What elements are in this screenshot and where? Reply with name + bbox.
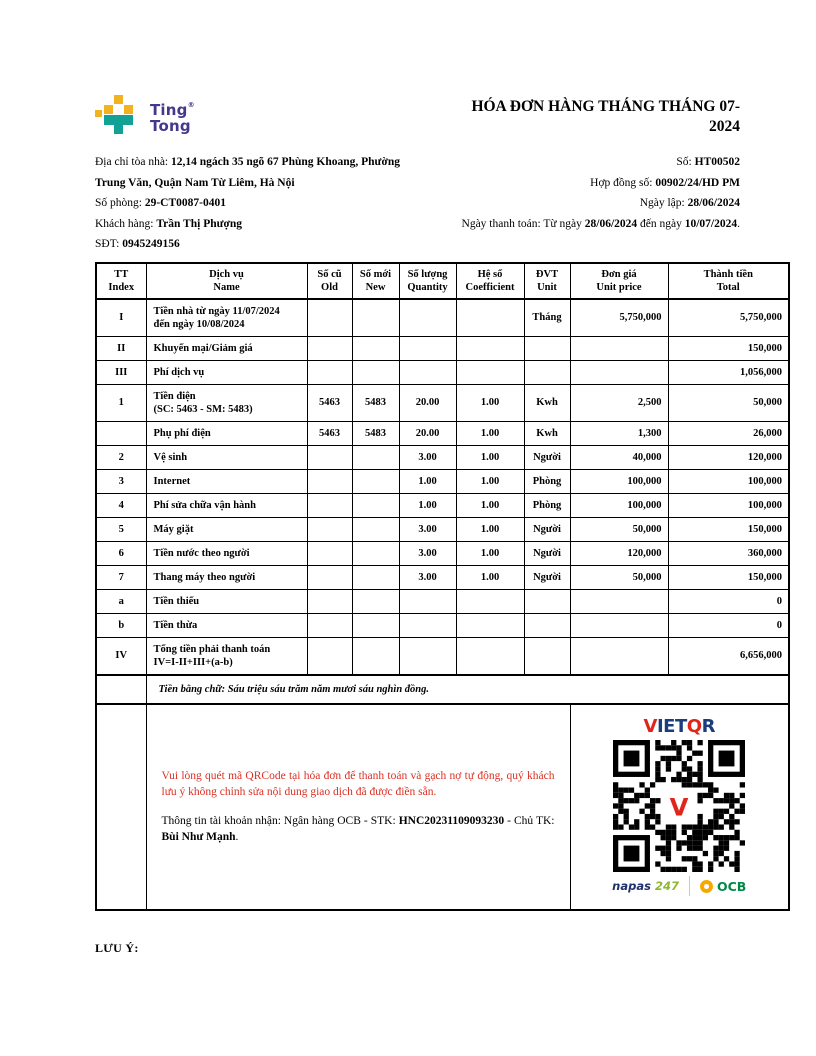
contract-value: 00902/24/HD PM: [655, 176, 740, 189]
cell-service-name: [146, 469, 307, 493]
invoice-title-line2: 2024: [709, 117, 740, 135]
cell-quantity: [399, 613, 456, 637]
account-info-text: [162, 813, 555, 846]
cell-old-reading: [307, 517, 352, 541]
brand-line2: Tong: [150, 116, 191, 135]
cell-new-reading: [352, 517, 399, 541]
table-row: [96, 360, 789, 384]
customer-phone: [95, 234, 451, 255]
cell-unit: [524, 360, 570, 384]
building-address: [95, 152, 451, 193]
contract-number: [451, 173, 740, 194]
cell-unit-price: [570, 589, 668, 613]
cell-service-name: [146, 517, 307, 541]
issue-date-label: Ngày lập:: [639, 197, 688, 210]
cell-unit-price: 120,000: [570, 541, 668, 565]
cell-unit: Phòng: [524, 469, 570, 493]
service-name-line1: Phụ phí điện: [153, 427, 211, 439]
phone-value: 0945249156: [122, 238, 180, 251]
cell-quantity: [399, 336, 456, 360]
cell-new-reading: [352, 637, 399, 675]
cell-coefficient: [456, 589, 524, 613]
qr-code: [613, 740, 745, 872]
cell-unit: Tháng: [524, 299, 570, 337]
room-number: [95, 193, 451, 214]
vietqr-v: V: [643, 716, 657, 738]
cell-unit: Kwh: [524, 384, 570, 421]
cell-quantity: 3.00: [399, 541, 456, 565]
service-name-line1: Thang máy theo người: [153, 571, 256, 583]
invoice-title: [440, 97, 788, 136]
column-header-vi: TT: [114, 268, 129, 280]
cell-index: 6: [96, 541, 146, 565]
cell-service-name: [146, 445, 307, 469]
cell-old-reading: 5463: [307, 421, 352, 445]
footer-note-label: LƯU Ý:: [95, 940, 139, 955]
cell-unit-price: 1,300: [570, 421, 668, 445]
cell-quantity: [399, 299, 456, 337]
payment-from-date: 28/06/2024: [584, 217, 638, 230]
column-header: [456, 263, 524, 299]
cell-quantity: 1.00: [399, 469, 456, 493]
cell-coefficient: [456, 299, 524, 337]
cell-old-reading: [307, 469, 352, 493]
customer-name: [95, 214, 451, 235]
column-header-en: New: [365, 281, 386, 293]
column-header: [352, 263, 399, 299]
cell-service-name: [146, 565, 307, 589]
cell-old-reading: [307, 299, 352, 337]
service-name-line1: Phí dịch vụ: [153, 366, 205, 378]
tingtong-logo: [95, 95, 195, 135]
column-header-vi: Số lượng: [407, 268, 448, 280]
table-row: [96, 384, 789, 421]
table-row: [96, 299, 789, 337]
room-value: 29-CT0087-0401: [144, 197, 226, 210]
service-name-line1: Internet: [153, 475, 191, 487]
tingtong-logo-icon: [95, 95, 141, 135]
cell-old-reading: [307, 493, 352, 517]
cell-old-reading: [307, 637, 352, 675]
amount-in-words-label: Tiền bằng chữ:: [158, 683, 228, 695]
cell-unit-price: [570, 336, 668, 360]
column-header-en: Unit: [537, 281, 557, 293]
cell-unit-price: [570, 637, 668, 675]
cell-total: 150,000: [668, 336, 789, 360]
napas-247-logo: [612, 880, 679, 893]
info-left-column: [95, 152, 451, 255]
cell-unit-price: [570, 360, 668, 384]
column-header: [96, 263, 146, 299]
column-header: [668, 263, 789, 299]
cell-quantity: 1.00: [399, 493, 456, 517]
table-row: [96, 421, 789, 445]
cell-unit: Người: [524, 565, 570, 589]
invoice-number-label: Số:: [676, 156, 695, 168]
address-value-line2: Trung Văn, Quận Nam Từ Liêm, Hà Nội: [95, 176, 295, 189]
cell-total: 150,000: [668, 517, 789, 541]
cell-empty: [96, 704, 146, 910]
qr-code-block: [570, 704, 789, 910]
column-header-vi: Hệ số: [477, 268, 503, 280]
table-row: [96, 637, 789, 675]
service-name-line1: Tiền điện: [153, 390, 196, 402]
cell-index: 3: [96, 469, 146, 493]
cell-quantity: 20.00: [399, 421, 456, 445]
service-name-line2: (SC: 5463 - SM: 5483): [153, 403, 253, 415]
column-header-vi: Số mới: [359, 268, 392, 280]
cell-coefficient: [456, 613, 524, 637]
cell-coefficient: 1.00: [456, 469, 524, 493]
cell-unit: Người: [524, 445, 570, 469]
cell-coefficient: 1.00: [456, 541, 524, 565]
service-name-line1: Vệ sinh: [153, 451, 188, 463]
amount-in-words-value: Sáu triệu sáu trăm năm mươi sáu nghìn đồng.: [227, 683, 429, 695]
cell-total: 100,000: [668, 493, 789, 517]
cell-service-name: [146, 360, 307, 384]
ocb-logo: [700, 880, 746, 893]
cell-unit-price: 40,000: [570, 445, 668, 469]
column-header-en: Index: [108, 281, 135, 293]
cell-new-reading: [352, 613, 399, 637]
service-name-line1: Tiền thiếu: [153, 595, 200, 607]
table-row: [96, 589, 789, 613]
amount-in-words-cell: [146, 675, 789, 704]
payment-mid-label: đến ngày: [637, 217, 685, 230]
cell-service-name: [146, 613, 307, 637]
ocb-icon: [700, 880, 713, 893]
account-label: Thông tin tài khoản nhận: Ngân hàng OCB - STK:: [161, 814, 399, 827]
cell-total: 100,000: [668, 469, 789, 493]
payment-to-date: 10/07/2024: [684, 217, 738, 230]
column-header-vi: Số cũ: [317, 268, 342, 280]
brand-line1: Ting: [150, 101, 188, 119]
cell-empty: [96, 675, 146, 704]
cell-coefficient: [456, 360, 524, 384]
cell-index: 4: [96, 493, 146, 517]
vietqr-q: Q: [686, 716, 702, 738]
cell-service-name: [146, 493, 307, 517]
cell-coefficient: 1.00: [456, 493, 524, 517]
vietqr-r: R: [701, 716, 715, 738]
cell-old-reading: 5463: [307, 384, 352, 421]
account-holder: Bùi Như Mạnh: [161, 831, 236, 844]
cell-index: 1: [96, 384, 146, 421]
column-header: [307, 263, 352, 299]
cell-total: 5,750,000: [668, 299, 789, 337]
cell-old-reading: [307, 541, 352, 565]
column-header-vi: Đơn giá: [601, 268, 637, 280]
cell-unit: Người: [524, 517, 570, 541]
cell-old-reading: [307, 613, 352, 637]
cell-quantity: 3.00: [399, 517, 456, 541]
cell-unit-price: 100,000: [570, 493, 668, 517]
cell-index: [96, 421, 146, 445]
cell-index: I: [96, 299, 146, 337]
payment-suffix: .: [737, 217, 740, 230]
cell-coefficient: 1.00: [456, 384, 524, 421]
column-header: [570, 263, 668, 299]
qr-warning-text: Vui lòng quét mã QRCode tại hóa đơn để thanh toán và gạch nợ tự động, quý khách lưu ý không chỉnh sửa nội dung giao dịch đã được điền sẵn.: [161, 769, 555, 799]
cell-total: 0: [668, 589, 789, 613]
cell-old-reading: [307, 565, 352, 589]
qr-payment-row: [96, 704, 789, 910]
cell-unit-price: 5,750,000: [570, 299, 668, 337]
cell-total: 6,656,000: [668, 637, 789, 675]
table-row: [96, 445, 789, 469]
cell-new-reading: [352, 469, 399, 493]
service-name-line1: Tiền nước theo người: [153, 547, 250, 559]
column-header: [146, 263, 307, 299]
invoice-info: [95, 152, 788, 255]
cell-quantity: [399, 637, 456, 675]
column-header-en: Total: [716, 281, 740, 293]
column-header-en: Unit price: [596, 281, 642, 293]
service-name-line1: Tiền nhà từ ngày 11/07/2024: [153, 305, 280, 317]
cell-total: 360,000: [668, 541, 789, 565]
invoice-number-value: HT00502: [694, 156, 740, 168]
account-suffix: .: [235, 831, 239, 844]
invoice-table: [95, 262, 790, 911]
cell-service-name: [146, 541, 307, 565]
cell-index: III: [96, 360, 146, 384]
issue-date: [451, 193, 740, 214]
room-label: Số phòng:: [95, 197, 145, 210]
cell-unit-price: 100,000: [570, 469, 668, 493]
cell-new-reading: [352, 565, 399, 589]
cell-quantity: [399, 589, 456, 613]
column-header: [399, 263, 456, 299]
service-name-line1: Máy giặt: [153, 523, 194, 535]
customer-label: Khách hàng:: [95, 217, 157, 230]
cell-new-reading: [352, 541, 399, 565]
column-header-vi: ĐVT: [535, 268, 559, 280]
column-header-en: Old: [321, 281, 338, 293]
registered-mark: ®: [187, 101, 195, 109]
account-mid-label: - Chủ TK:: [504, 814, 555, 827]
cell-service-name: [146, 421, 307, 445]
napas-247-text: 247: [654, 878, 679, 893]
cell-index: IV: [96, 637, 146, 675]
column-header-vi: Thành tiền: [703, 268, 753, 280]
service-name-line1: Tổng tiền phải thanh toán: [153, 643, 271, 655]
account-number: HNC20231109093230: [398, 814, 505, 827]
table-row: [96, 336, 789, 360]
partner-logos: [571, 876, 789, 896]
service-name-line2: đến ngày 10/08/2024: [153, 318, 245, 330]
cell-index: 2: [96, 445, 146, 469]
cell-old-reading: [307, 445, 352, 469]
cell-unit: Kwh: [524, 421, 570, 445]
column-header-vi: Dịch vụ: [209, 268, 244, 280]
cell-index: II: [96, 336, 146, 360]
service-name-line1: Phí sửa chữa vận hành: [153, 499, 256, 511]
cell-coefficient: [456, 336, 524, 360]
svg-text:V: V: [669, 792, 689, 822]
cell-service-name: [146, 299, 307, 337]
cell-new-reading: [352, 493, 399, 517]
cell-new-reading: [352, 299, 399, 337]
invoice-content: [95, 95, 788, 956]
address-label: Địa chỉ tòa nhà:: [95, 156, 172, 168]
phone-label: SĐT:: [95, 238, 123, 251]
cell-total: 26,000: [668, 421, 789, 445]
table-row: [96, 565, 789, 589]
cell-old-reading: [307, 336, 352, 360]
cell-quantity: 3.00: [399, 565, 456, 589]
cell-service-name: [146, 336, 307, 360]
cell-unit-price: [570, 613, 668, 637]
cell-total: 150,000: [668, 565, 789, 589]
cell-unit: [524, 589, 570, 613]
cell-coefficient: 1.00: [456, 445, 524, 469]
table-row: [96, 541, 789, 565]
payment-instructions-cell: [146, 704, 570, 910]
column-header-en: Quantity: [407, 281, 448, 293]
cell-unit: [524, 336, 570, 360]
info-right-column: [451, 152, 788, 255]
cell-service-name: [146, 589, 307, 613]
payment-label: Ngày thanh toán: Từ ngày: [461, 217, 585, 230]
service-name-line1: Tiền thừa: [153, 619, 198, 631]
cell-total: 1,056,000: [668, 360, 789, 384]
cell-index: 5: [96, 517, 146, 541]
cell-total: 0: [668, 613, 789, 637]
cell-unit: [524, 613, 570, 637]
cell-new-reading: 5483: [352, 421, 399, 445]
cell-unit-price: 2,500: [570, 384, 668, 421]
invoice-header: [95, 95, 788, 141]
cell-new-reading: 5483: [352, 384, 399, 421]
cell-index: a: [96, 589, 146, 613]
address-value-line1: 12,14 ngách 35 ngõ 67 Phùng Khoang, Phường: [171, 156, 400, 168]
cell-index: b: [96, 613, 146, 637]
table-header-row: [96, 263, 789, 299]
ocb-text: OCB: [717, 878, 747, 894]
issue-date-value: 28/06/2024: [687, 197, 740, 210]
cell-quantity: 3.00: [399, 445, 456, 469]
payment-period: [451, 214, 740, 235]
tingtong-logo-text: [150, 98, 195, 134]
invoice-number: [451, 152, 740, 173]
cell-total: 50,000: [668, 384, 789, 421]
table-row: [96, 469, 789, 493]
cell-unit: Phòng: [524, 493, 570, 517]
napas-text: napas: [612, 878, 651, 893]
cell-coefficient: 1.00: [456, 565, 524, 589]
cell-service-name: [146, 384, 307, 421]
cell-unit: Người: [524, 541, 570, 565]
cell-new-reading: [352, 589, 399, 613]
column-header-en: Coefficient: [465, 281, 515, 293]
cell-coefficient: 1.00: [456, 517, 524, 541]
cell-unit-price: 50,000: [570, 565, 668, 589]
table-row: [96, 517, 789, 541]
cell-quantity: 20.00: [399, 384, 456, 421]
table-row: [96, 613, 789, 637]
customer-value: Trần Thị Phượng: [156, 217, 243, 230]
table-row: [96, 493, 789, 517]
cell-coefficient: 1.00: [456, 421, 524, 445]
cell-total: 120,000: [668, 445, 789, 469]
contract-label: Hợp đồng số:: [590, 176, 656, 189]
column-header-en: Name: [213, 281, 240, 293]
cell-unit: [524, 637, 570, 675]
cell-new-reading: [352, 336, 399, 360]
vietqr-logo: [571, 717, 789, 737]
table-body: [96, 299, 789, 675]
service-name-line1: Khuyến mại/Giảm giá: [153, 342, 253, 354]
cell-old-reading: [307, 589, 352, 613]
invoice-title-line1: HÓA ĐƠN HÀNG THÁNG THÁNG 07-: [471, 98, 740, 115]
logo-divider: [689, 876, 690, 896]
cell-unit-price: 50,000: [570, 517, 668, 541]
cell-quantity: [399, 360, 456, 384]
cell-new-reading: [352, 360, 399, 384]
amount-in-words-row: [96, 675, 789, 704]
cell-old-reading: [307, 360, 352, 384]
cell-new-reading: [352, 445, 399, 469]
cell-service-name: [146, 637, 307, 675]
cell-index: 7: [96, 565, 146, 589]
service-name-line2: IV=I-II+III+(a-b): [153, 656, 233, 668]
column-header: [524, 263, 570, 299]
vietqr-iet: IET: [656, 716, 687, 738]
cell-coefficient: [456, 637, 524, 675]
